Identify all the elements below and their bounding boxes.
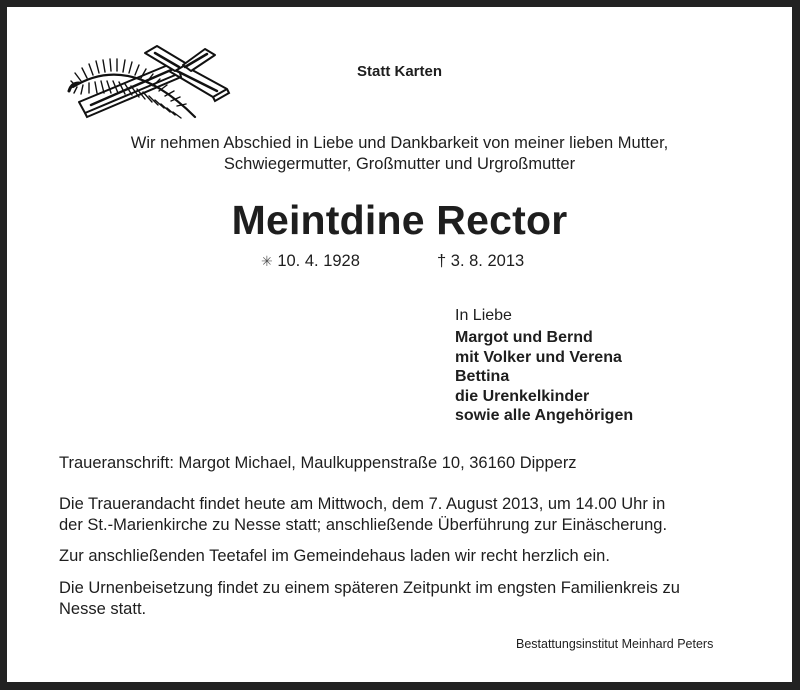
- death-date-value: 3. 8. 2013: [450, 252, 525, 270]
- intro-line: Schwiegermutter, Großmutter und Urgroßmutter: [223, 155, 576, 173]
- paragraph-line: Zur anschließenden Teetafel im Gemeindehaus laden wir recht herzlich ein.: [59, 547, 610, 565]
- mourning-address: Traueranschrift: Margot Michael, Maulkuppenstraße 10, 36160 Dipperz: [59, 454, 577, 472]
- intro-line: Wir nehmen Abschied in Liebe und Dankbarkeit von meiner lieben Mutter,: [130, 134, 669, 152]
- obituary-notice: [7, 7, 792, 682]
- birth-date: [261, 252, 360, 271]
- mourners-intro: In Liebe: [455, 307, 512, 324]
- mourner-name: Margot und Bernd: [455, 329, 593, 346]
- mourner-name: sowie alle Angehörigen: [455, 407, 634, 424]
- reception-paragraph: [59, 546, 610, 567]
- mourners-list: [455, 328, 633, 426]
- service-paragraph: [59, 494, 667, 536]
- mourner-name: Bettina: [455, 368, 510, 385]
- birth-star-icon: ✳: [261, 254, 273, 270]
- death-cross-icon: †: [437, 252, 447, 270]
- paragraph-line: der St.-Marienkirche zu Nesse statt; anschließende Überführung zur Einäscherung.: [59, 516, 668, 534]
- mourner-name: mit Volker und Verena: [455, 348, 622, 366]
- deceased-name: Meintdine Rector: [231, 197, 568, 243]
- paragraph-line: Die Trauerandacht findet heute am Mittwoch, dem 7. August 2013, um 14.00 Uhr in: [59, 495, 666, 513]
- paragraph-line: Die Urnenbeisetzung findet zu einem späteren Zeitpunkt im engsten Familienkreis zu: [59, 579, 680, 597]
- birth-date-value: 10. 4. 1928: [277, 252, 360, 270]
- mourner-name: die Urenkelkinder: [455, 387, 590, 405]
- intro-text: [7, 133, 792, 175]
- burial-paragraph: [59, 578, 680, 620]
- funeral-home: Bestattungsinstitut Meinhard Peters: [516, 637, 714, 651]
- death-date: [437, 252, 524, 271]
- header-statt-karten: Statt Karten: [356, 63, 442, 80]
- paragraph-line: Nesse statt.: [59, 600, 147, 618]
